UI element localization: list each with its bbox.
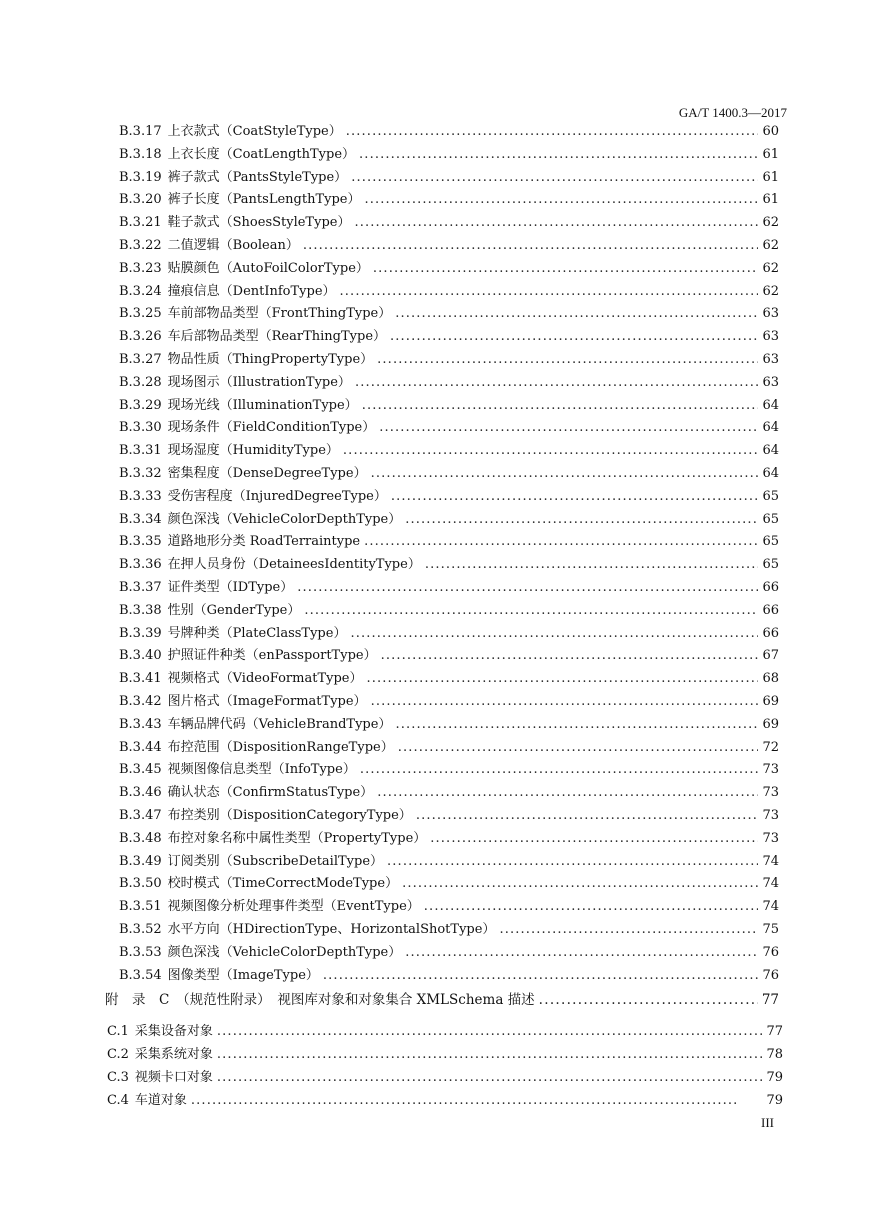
toc-entry-number: B.3.21 <box>119 215 162 231</box>
toc-entry-title: 道路地形分类 RoadTerraintype <box>167 534 361 550</box>
toc-entry-page: 64 <box>762 397 779 413</box>
toc-entry-label <box>119 305 391 322</box>
toc-entry-number: B.3.18 <box>119 146 162 162</box>
toc-leader-dots <box>405 511 758 528</box>
toc-entry[interactable] <box>119 214 779 231</box>
toc-entry-page: 73 <box>762 785 779 801</box>
toc-entry-title: 图像类型（ImageType） <box>167 967 319 983</box>
toc-entry-page: 75 <box>762 922 779 937</box>
toc-entry-page: 72 <box>762 739 779 755</box>
toc-entry-title: 护照证件种类（enPassportType） <box>167 648 377 664</box>
toc-entry-title: 视频卡口对象 <box>134 1070 213 1085</box>
toc-entry-page: 74 <box>762 899 779 915</box>
page-header: GA/T 1400.3—2017 <box>678 105 787 120</box>
toc-entry-title: 车前部物品类型（FrontThingType） <box>167 306 392 322</box>
toc-entry-number: B.3.27 <box>119 352 162 367</box>
toc-entry[interactable] <box>119 351 779 368</box>
toc-leader-dots <box>350 625 758 642</box>
toc-leader-dots <box>395 305 758 322</box>
toc-entry[interactable] <box>119 191 779 208</box>
toc-entry-number: B.3.23 <box>119 260 162 276</box>
toc-entry-number: B.3.41 <box>119 671 162 687</box>
toc-entry-page: 74 <box>762 876 779 892</box>
toc-entry-page: 62 <box>762 260 779 276</box>
toc-leader-dots <box>371 465 759 482</box>
toc-entry[interactable] <box>119 693 779 710</box>
toc-leader-dots <box>340 283 759 300</box>
toc-entry-number: B.3.54 <box>119 967 162 983</box>
toc-entry-number: B.3.31 <box>119 443 162 459</box>
toc-leader-dots <box>402 875 758 892</box>
toc-entry[interactable] <box>119 533 779 550</box>
toc-entry-label <box>107 1046 213 1063</box>
toc-entry-title: 布控范围（DispositionRangeType） <box>167 739 394 755</box>
toc-entry-label <box>107 1092 187 1109</box>
toc-entry-number: B.3.42 <box>119 694 162 709</box>
toc-entry-title: 证件类型（IDType） <box>167 580 294 595</box>
toc-entry-label <box>119 853 383 870</box>
toc-entry-title: 二值逻辑（Boolean） <box>167 238 299 253</box>
toc-entry-label <box>119 465 367 482</box>
toc-entry-label <box>119 670 362 687</box>
toc-entry-label <box>119 693 367 710</box>
toc-entry-label <box>119 602 300 619</box>
toc-entry-label <box>119 442 339 459</box>
toc-entry-title: 鞋子款式（ShoesStyleType） <box>167 215 351 231</box>
toc-leader-dots <box>390 328 758 345</box>
toc-leader-dots <box>405 944 758 961</box>
toc-entry[interactable] <box>119 442 779 459</box>
toc-entry-label <box>119 875 398 892</box>
toc-entry-title: 撞痕信息（DentInfoType） <box>167 283 336 299</box>
toc-entry-label <box>119 397 358 414</box>
toc-entry[interactable] <box>119 169 779 186</box>
toc-entry-number: B.3.20 <box>119 192 162 208</box>
toc-entry[interactable] <box>119 739 779 756</box>
toc-entry-page: 73 <box>762 830 779 846</box>
toc-entry[interactable] <box>119 511 779 528</box>
toc-entry-page: 62 <box>762 283 779 299</box>
toc-leader-dots <box>351 169 758 186</box>
toc-leader-dots <box>430 830 758 847</box>
toc-entry-page: 61 <box>762 169 779 185</box>
toc-leader-dots <box>303 237 759 254</box>
toc-entry[interactable] <box>107 1023 783 1040</box>
toc-entry-title: 现场光线（IlluminationType） <box>167 397 358 413</box>
toc-entry-title: 确认状态（ConfirmStatusType） <box>167 785 374 801</box>
toc-entry-page: 69 <box>762 694 779 709</box>
toc-entry-label <box>119 716 391 733</box>
toc-leader-dots <box>343 442 759 459</box>
toc-entry-number: B.3.50 <box>119 876 162 892</box>
toc-entry-title: 密集程度（DenseDegreeType） <box>167 466 367 481</box>
toc-entry[interactable] <box>119 397 779 414</box>
toc-entry-number: B.3.35 <box>119 534 162 550</box>
toc-entry[interactable] <box>107 1046 783 1063</box>
toc-entry[interactable] <box>119 305 779 322</box>
toc-leader-dots <box>424 898 759 915</box>
toc-entry-number: B.3.28 <box>119 374 162 390</box>
toc-entry-number: B.3.19 <box>119 169 162 185</box>
toc-leader-dots <box>217 1023 763 1040</box>
toc-entry[interactable] <box>119 967 779 984</box>
toc-entry-number: B.3.33 <box>119 488 162 504</box>
toc-entry-page: 60 <box>762 124 779 139</box>
toc-leader-dots <box>360 761 759 778</box>
toc-leader-dots <box>499 921 758 938</box>
toc-entry-label <box>119 169 347 186</box>
toc-entry[interactable] <box>119 579 779 596</box>
toc-leader-dots <box>364 191 758 208</box>
toc-entry-title: 现场湿度（HumidityType） <box>167 443 339 459</box>
toc-entry-number: B.3.51 <box>119 899 162 915</box>
toc-entry-number: B.3.36 <box>119 557 162 573</box>
toc-entry-number: B.3.29 <box>119 397 162 413</box>
toc-entry-number: B.3.48 <box>119 830 162 846</box>
toc-entry-label <box>119 351 373 368</box>
toc-leader-dots <box>346 123 759 140</box>
toc-entry[interactable] <box>119 625 779 642</box>
toc-entry-number: B.3.45 <box>119 762 162 778</box>
toc-entry-title: 性别（GenderType） <box>167 602 301 618</box>
toc-entry-number: B.3.24 <box>119 283 162 299</box>
toc-entry-label <box>119 739 394 756</box>
toc-entry-label <box>119 898 420 915</box>
toc-entry-page: 68 <box>762 671 779 687</box>
toc-entry-number: B.3.38 <box>119 602 162 618</box>
toc-leader-dots <box>304 602 758 619</box>
toc-leader-dots <box>398 739 759 756</box>
toc-entry-page: 64 <box>762 466 779 481</box>
toc-entry-page: 69 <box>762 716 779 732</box>
toc-entry-page: 62 <box>762 238 779 253</box>
toc-leader-dots <box>379 419 758 436</box>
toc-entry-label <box>119 146 355 163</box>
toc-leader-dots <box>391 488 759 505</box>
toc-entry-number: B.3.40 <box>119 648 162 664</box>
toc-entry-label <box>119 579 293 596</box>
toc-entry-page: 63 <box>762 374 779 390</box>
toc-entry-number: B.3.43 <box>119 716 162 732</box>
toc-leader-dots <box>217 1069 763 1086</box>
toc-entry[interactable] <box>119 807 779 824</box>
toc-entry-title: 裤子款式（PantsStyleType） <box>167 169 348 185</box>
toc-entry-page: 79 <box>766 1070 783 1085</box>
toc-entry-title: 裤子长度（PantsLengthType） <box>167 192 361 208</box>
toc-entry-page: 63 <box>762 306 779 322</box>
toc-leader-dots <box>323 967 759 984</box>
toc-entry-number: C.1 <box>107 1024 129 1040</box>
toc-entry-title: 受伤害程度（InjuredDegreeType） <box>167 488 387 504</box>
toc-entry-title: 布控对象名称中属性类型（PropertyType） <box>167 830 427 846</box>
toc-entry-title: 采集设备对象 <box>134 1024 213 1040</box>
toc-entry[interactable] <box>105 992 779 1009</box>
toc-entry[interactable] <box>119 830 779 847</box>
toc-entry-page: 66 <box>762 602 779 618</box>
toc-entry-number: B.3.34 <box>119 511 162 527</box>
toc-entry-label <box>119 511 401 528</box>
toc-entry-number: B.3.26 <box>119 329 162 345</box>
toc-entry[interactable] <box>107 1092 783 1109</box>
toc-leader-dots <box>381 647 759 664</box>
toc-entry-label <box>119 123 342 140</box>
toc-entry[interactable] <box>119 465 779 482</box>
toc-leader-dots <box>416 807 759 824</box>
toc-entry-label <box>119 807 412 824</box>
toc-entry-label <box>105 992 535 1009</box>
toc-entry-page: 66 <box>762 580 779 595</box>
toc-leader-dots <box>539 992 758 1009</box>
toc-leader-dots <box>395 716 758 733</box>
toc-entry-label <box>119 967 319 984</box>
toc-entry-label <box>119 419 375 436</box>
toc-leader-dots <box>359 146 758 163</box>
toc-leader-dots <box>217 1046 763 1063</box>
toc-entry-page: 61 <box>762 146 779 162</box>
toc-entry-title: 视频图像分析处理事件类型（EventType） <box>167 899 420 915</box>
toc-entry-label <box>119 556 421 573</box>
toc-entry-page: 61 <box>762 192 779 208</box>
toc-leader-dots <box>377 351 758 368</box>
page-number-footer: III <box>761 1115 774 1130</box>
toc-entry-label <box>107 1023 213 1040</box>
toc-entry-title: 车后部物品类型（RearThingType） <box>167 329 387 345</box>
toc-entry-page: 65 <box>762 488 779 504</box>
toc-entry[interactable] <box>119 283 779 300</box>
appendix-title: 附 录 C （规范性附录） 视图库对象和对象集合 XMLSchema 描述 <box>105 992 535 1009</box>
toc-entry-label <box>119 921 495 938</box>
toc-entry-number: B.3.44 <box>119 739 162 755</box>
toc-entry-number: B.3.53 <box>119 944 162 960</box>
toc-entry-page: 65 <box>762 511 779 527</box>
toc-entry[interactable] <box>107 1069 783 1086</box>
toc-entry-label <box>119 625 346 642</box>
toc-entry-number: B.3.37 <box>119 580 162 595</box>
toc-entry-title: 视频格式（VideoFormatType） <box>167 671 363 687</box>
toc-entry-title: 车辆品牌代码（VehicleBrandType） <box>167 716 392 732</box>
toc-leader-dots <box>377 784 758 801</box>
toc-entry-page: 79 <box>766 1092 783 1108</box>
toc-entry-number: B.3.46 <box>119 785 162 801</box>
toc-entry-page: 67 <box>762 648 779 664</box>
toc-leader-dots <box>387 853 758 870</box>
toc-entry-page: 66 <box>762 625 779 641</box>
toc-entry-page: 73 <box>762 762 779 778</box>
toc-entry-number: B.3.30 <box>119 420 162 436</box>
toc-entry[interactable] <box>119 875 779 892</box>
toc-entry[interactable] <box>119 784 779 801</box>
toc-entry-title: 水平方向（HDirectionType、HorizontalShotType） <box>167 922 496 937</box>
toc-entry-title: 布控类别（DispositionCategoryType） <box>167 808 412 823</box>
toc-entry-page: 76 <box>762 944 779 960</box>
toc-entry-label <box>119 533 360 550</box>
toc-entry-page: 64 <box>762 443 779 459</box>
toc-entry-page: 63 <box>762 352 779 367</box>
toc-entry-page: 64 <box>762 420 779 436</box>
toc-entry-page: 62 <box>762 215 779 231</box>
toc-entry-page: 74 <box>762 853 779 869</box>
toc-entry-label <box>107 1069 213 1086</box>
toc-entry-number: B.3.22 <box>119 238 162 253</box>
toc-entry[interactable] <box>119 944 779 961</box>
toc-leader-dots <box>364 533 758 550</box>
toc-entry[interactable] <box>119 260 779 277</box>
toc-leader-dots <box>362 397 759 414</box>
toc-entry-title: 视频图像信息类型（InfoType） <box>167 762 356 778</box>
toc-entry-label <box>119 374 351 391</box>
toc-entry-page: 77 <box>766 1024 783 1040</box>
toc-entry-title: 贴膜颜色（AutoFoilColorType） <box>167 260 369 276</box>
toc-entry-label <box>119 328 386 345</box>
toc-entry-label <box>119 784 373 801</box>
toc-entry-label <box>119 260 369 277</box>
toc-entry-title: 现场条件（FieldConditionType） <box>167 420 376 436</box>
toc-entry[interactable] <box>119 419 779 436</box>
toc-entry-page: 78 <box>766 1047 783 1063</box>
toc-entry-number: B.3.52 <box>119 922 162 937</box>
toc-entry[interactable] <box>119 488 779 505</box>
toc-entry-page: 63 <box>762 329 779 345</box>
toc-entry-label <box>119 647 377 664</box>
toc-entry-label <box>119 214 350 231</box>
toc-leader-dots <box>297 579 758 596</box>
toc-entry-number: B.3.17 <box>119 124 162 139</box>
toc-entry-title: 在押人员身份（DetaineesIdentityType） <box>167 557 421 573</box>
toc-entry[interactable] <box>119 374 779 391</box>
toc-entry-title: 颜色深浅（VehicleColorDepthType） <box>167 944 402 960</box>
toc-entry-number: B.3.25 <box>119 306 162 322</box>
toc-entry-number: C.3 <box>107 1070 129 1085</box>
toc-entry-page: 76 <box>762 967 779 983</box>
toc-entry-number: C.2 <box>107 1047 129 1063</box>
toc-entry[interactable] <box>119 237 779 254</box>
toc-entry-title: 上衣款式（CoatStyleType） <box>167 124 342 139</box>
toc-entry[interactable] <box>119 602 779 619</box>
toc-entry[interactable] <box>119 670 779 687</box>
toc-entry-page: 77 <box>761 992 779 1009</box>
toc-entry[interactable] <box>119 123 779 140</box>
toc-entry-number: B.3.32 <box>119 466 162 481</box>
toc-leader-dots <box>425 556 759 573</box>
toc-entry-label <box>119 488 387 505</box>
toc-entry-number: B.3.39 <box>119 625 162 641</box>
toc-entry-title: 图片格式（ImageFormatType） <box>167 694 367 709</box>
toc-entry-number: B.3.47 <box>119 808 162 823</box>
toc-entry[interactable] <box>119 647 779 664</box>
toc-entry[interactable] <box>119 761 779 778</box>
toc-entry-page: 65 <box>762 557 779 573</box>
toc-entry-label <box>119 283 336 300</box>
toc-entry[interactable] <box>119 853 779 870</box>
toc-entry-label <box>119 191 360 208</box>
toc-leader-dots <box>355 374 759 391</box>
toc-entry-number: C.4 <box>107 1092 129 1108</box>
toc-entry-label <box>119 944 401 961</box>
toc-entry[interactable] <box>119 921 779 938</box>
toc-entry[interactable] <box>119 146 779 163</box>
toc-entry-label <box>119 830 426 847</box>
toc-entry[interactable] <box>119 898 779 915</box>
toc-leader-dots <box>373 260 759 277</box>
toc-leader-dots <box>371 693 759 710</box>
toc-entry-title: 订阅类别（SubscribeDetailType） <box>167 853 384 869</box>
toc-entry-title: 颜色深浅（VehicleColorDepthType） <box>167 511 402 527</box>
toc-entry[interactable] <box>119 556 779 573</box>
toc-entry-page: 65 <box>762 534 779 550</box>
toc-entry[interactable] <box>119 716 779 733</box>
toc-entry-number: B.3.49 <box>119 853 162 869</box>
toc-entry-label <box>119 761 356 778</box>
toc-entry-title: 现场图示（IllustrationType） <box>167 374 351 390</box>
toc-entry[interactable] <box>119 328 779 345</box>
toc-entry-title: 物品性质（ThingPropertyType） <box>167 352 374 367</box>
toc-leader-dots <box>354 214 758 231</box>
toc-entry-label <box>119 237 299 254</box>
toc-entry-title: 上衣长度（CoatLengthType） <box>167 146 356 162</box>
toc-entry-title: 车道对象 <box>134 1092 187 1108</box>
toc-leader-dots <box>366 670 758 687</box>
toc-entry-title: 校时模式（TimeCorrectModeType） <box>167 876 399 892</box>
toc-leader-dots <box>191 1092 763 1109</box>
toc-entry-page: 73 <box>762 808 779 823</box>
toc-entry-title: 号牌种类（PlateClassType） <box>167 625 347 641</box>
toc-entry-title: 采集系统对象 <box>134 1047 213 1063</box>
